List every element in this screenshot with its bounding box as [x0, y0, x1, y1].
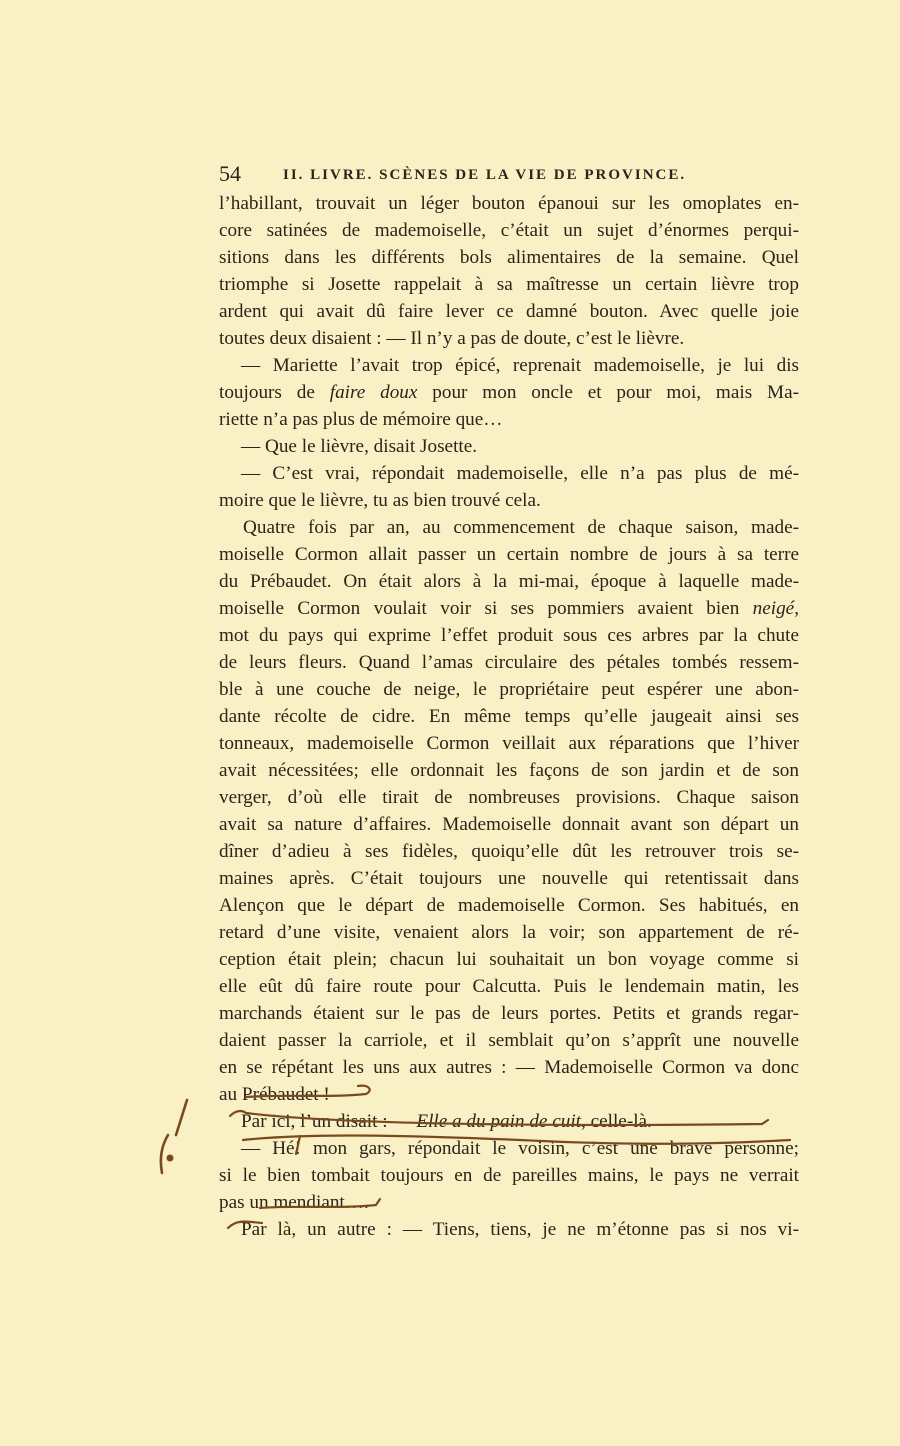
text-line: daient passer la carriole, et il semblait qu’on s’apprît une nouvelle: [219, 1030, 799, 1051]
text-line: tonneaux, mademoiselle Cormon veillait aux réparations que l’hiver: [219, 733, 799, 754]
running-title: II. LIVRE. SCÈNES DE LA VIE DE PROVINCE.: [283, 167, 687, 183]
text-line: de leurs fleurs. Quand l’amas circulaire des pétales tombés ressem-: [219, 652, 799, 673]
text-line: Quatre fois par an, au commencement de chaque saison, made-: [243, 517, 799, 538]
text-line: si le bien tombait toujours en de pareilles mains, le pays ne verrait: [219, 1165, 799, 1186]
text-line: Alençon que le départ de mademoiselle Cormon. Ses habitués, en: [219, 895, 799, 916]
text-line: moire que le lièvre, tu as bien trouvé cela.: [219, 490, 541, 511]
italic-term-faire-doux: faire doux: [329, 382, 418, 403]
text-line: avait nécessitées; elle ordonnait les façons de son jardin et de son: [219, 760, 799, 781]
text-line-italic: [219, 1108, 799, 1135]
text-line: triomphe si Josette rappelait à sa maîtresse un certain lièvre trop: [219, 274, 799, 295]
text-line: dante récolte de cidre. En même temps qu’elle jaugeait ainsi ses: [219, 706, 799, 727]
text-line: moiselle Cormon allait passer un certain nombre de jours à sa terre: [219, 544, 799, 565]
text-line: marchands étaient sur le pas de leurs portes. Petits et grands regar-: [219, 1003, 799, 1024]
text-line: sitions dans les différents bols alimentaires de la semaine. Quel: [219, 247, 799, 268]
running-head: [219, 160, 799, 188]
body-text: [219, 190, 799, 1243]
text-line: ardent qui avait dû faire lever ce damné bouton. Avec quelle joie: [219, 301, 799, 322]
text-line: verger, d’où elle tirait de nombreuses provisions. Chaque saison: [219, 787, 799, 808]
text-line: l’habillant, trouvait un léger bouton épanoui sur les omoplates en-: [219, 193, 799, 214]
text-line: avait sa nature d’affaires. Mademoiselle donnait avant son départ un: [219, 814, 799, 835]
text-fragment: Par ici, l’un disait : —: [241, 1111, 417, 1132]
text-line: — Mariette l’avait trop épicé, reprenait mademoiselle, je lui dis: [241, 355, 799, 376]
margin-note-text: [150, 1095, 151, 1096]
text-line: en se répétant les uns aux autres : — Mademoiselle Cormon va donc: [219, 1057, 799, 1078]
text-line: — C’est vrai, répondait mademoiselle, elle n’a pas plus de mé-: [241, 463, 799, 484]
text-line: ception était plein; chacun lui souhaitait un bon voyage comme si: [219, 949, 799, 970]
text-line: dîner d’adieu à ses fidèles, quoiqu’elle dût les retrouver trois se-: [219, 841, 799, 862]
text-line: du Prébaudet. On était alors à la mi-mai, époque à laquelle made-: [219, 571, 799, 592]
text-line: toutes deux disaient : — Il n’y a pas de doute, c’est le lièvre.: [219, 328, 685, 349]
text-line: — Hé! mon gars, répondait le voisin, c’est une brave personne;: [241, 1138, 799, 1159]
text-line: mot du pays qui exprime l’effet produit sous ces arbres par la chute: [219, 625, 799, 646]
text-line: au Prébaudet !: [219, 1084, 330, 1105]
text-line: ble à une couche de neige, le propriétaire peut espérer une abon-: [219, 679, 799, 700]
text-line: riette n’a pas plus de mémoire que…: [219, 409, 503, 430]
text-fragment: pour mon oncle et pour moi, mais Ma-: [417, 382, 799, 403]
text-line: Par là, un autre : — Tiens, tiens, je ne m’étonne pas si nos vi-: [241, 1219, 799, 1240]
text-line: pas un mendiant….: [219, 1192, 369, 1213]
text-fragment: moiselle Cormon voulait voir si ses pommiers avaient bien: [219, 598, 753, 619]
text-line-italic: [219, 595, 799, 622]
text-line: core satinées de mademoiselle, c’était un sujet d’énormes perqui-: [219, 220, 799, 241]
margin-note: [150, 1095, 200, 1180]
text-line: — Que le lièvre, disait Josette.: [241, 436, 478, 457]
text-line: maines après. C’était toujours une nouvelle qui retentissait dans: [219, 868, 799, 889]
text-fragment: ,: [794, 598, 799, 619]
italic-quote-pain: Elle a du pain de cuit: [416, 1111, 582, 1132]
text-fragment: , celle-là.: [581, 1111, 652, 1132]
margin-note-strokes: [150, 1095, 200, 1180]
italic-term-neige: neigé: [752, 598, 795, 619]
text-line: retard d’une visite, venaient alors la voir; son appartement de ré-: [219, 922, 799, 943]
page-number: 54: [219, 161, 241, 186]
text-line-italic: [219, 379, 799, 406]
text-line: elle eût dû faire route pour Calcutta. Puis le lendemain matin, les: [219, 976, 799, 997]
text-fragment: toujours de: [219, 382, 330, 403]
